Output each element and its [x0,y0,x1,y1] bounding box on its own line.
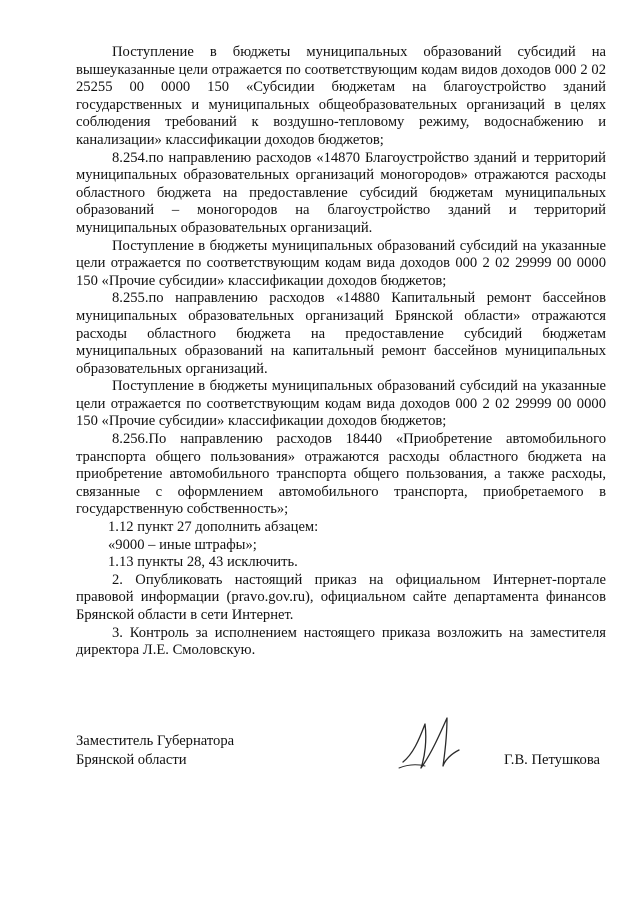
position-line: Заместитель Губернатора [76,733,235,749]
paragraph: Поступление в бюджеты муниципальных образований субсидий на указанные цели отражается по соответствующим кодам вида доходов 000 2 02 29999 00 0000 150 «Прочие субсидии» классификации доходов бюджетов; [76,237,606,289]
position-line: Брянской области [76,752,187,768]
paragraph: 2. Опубликовать настоящий приказ на официальном Интернет-портале правовой информации (pravo.gov.ru), официальном сайте департамента финансов Брянской области в сети Интернет. [76,571,606,623]
paragraph: 8.255.по направлению расходов «14880 Капитальный ремонт бассейнов муниципальных образовательных организаций Брянской области» отражаются расходы областного бюджета на предоставление субсидий бюджетам муниципальных образований на капитальный ремонт бассейнов муниципальных образовательных организаций. [76,290,606,377]
paragraph: 8.256.По направлению расходов 18440 «Приобретение автомобильного транспорта общего пользования» отражаются расходы областного бюджета на приобретение автомобильного транспорта общего пользования, а также расходы, связанные с оформлением автомобильного транспорта, приобретаемого в государственную собственность»; [76,431,606,518]
paragraph: 3. Контроль за исполнением настоящего приказа возложить на заместителя директора Л.Е. Смоловскую. [76,624,606,659]
handwritten-signature-icon [395,710,475,780]
document-body [76,44,606,660]
signatory-name: Г.В. Петушкова [504,752,601,768]
paragraph: Поступление в бюджеты муниципальных образований субсидий на вышеуказанные цели отражается по соответствующим кодам видов доходов 000 2 02 25255 00 0000 150 «Субсидии бюджетам на благоустройство зданий государственных и муниципальных общеобразовательных организаций в целях соблюдения требований к воздушно-тепловому режиму, водоснабжению и канализации» классификации доходов бюджетов; [76,44,606,148]
list-item: «9000 – иные штрафы»; [108,536,257,553]
signatory-position [76,732,234,770]
list-item: 1.12 пункт 27 дополнить абзацем: [108,519,319,536]
paragraph: 8.254.по направлению расходов «14870 Благоустройство зданий и территорий муниципальных образовательных организаций моногородов» отражаются расходы областного бюджета на предоставление субсидий бюджетам муниципальных образований – моногородов на благоустройство зданий и территорий муниципальных образовательных организаций. [76,149,606,236]
list-item: 1.13 пункты 28, 43 исключить. [108,554,298,571]
paragraph: Поступление в бюджеты муниципальных образований субсидий на указанные цели отражается по соответствующим кодам вида доходов 000 2 02 29999 00 0000 150 «Прочие субсидии» классификации доходов бюджетов; [76,378,606,430]
